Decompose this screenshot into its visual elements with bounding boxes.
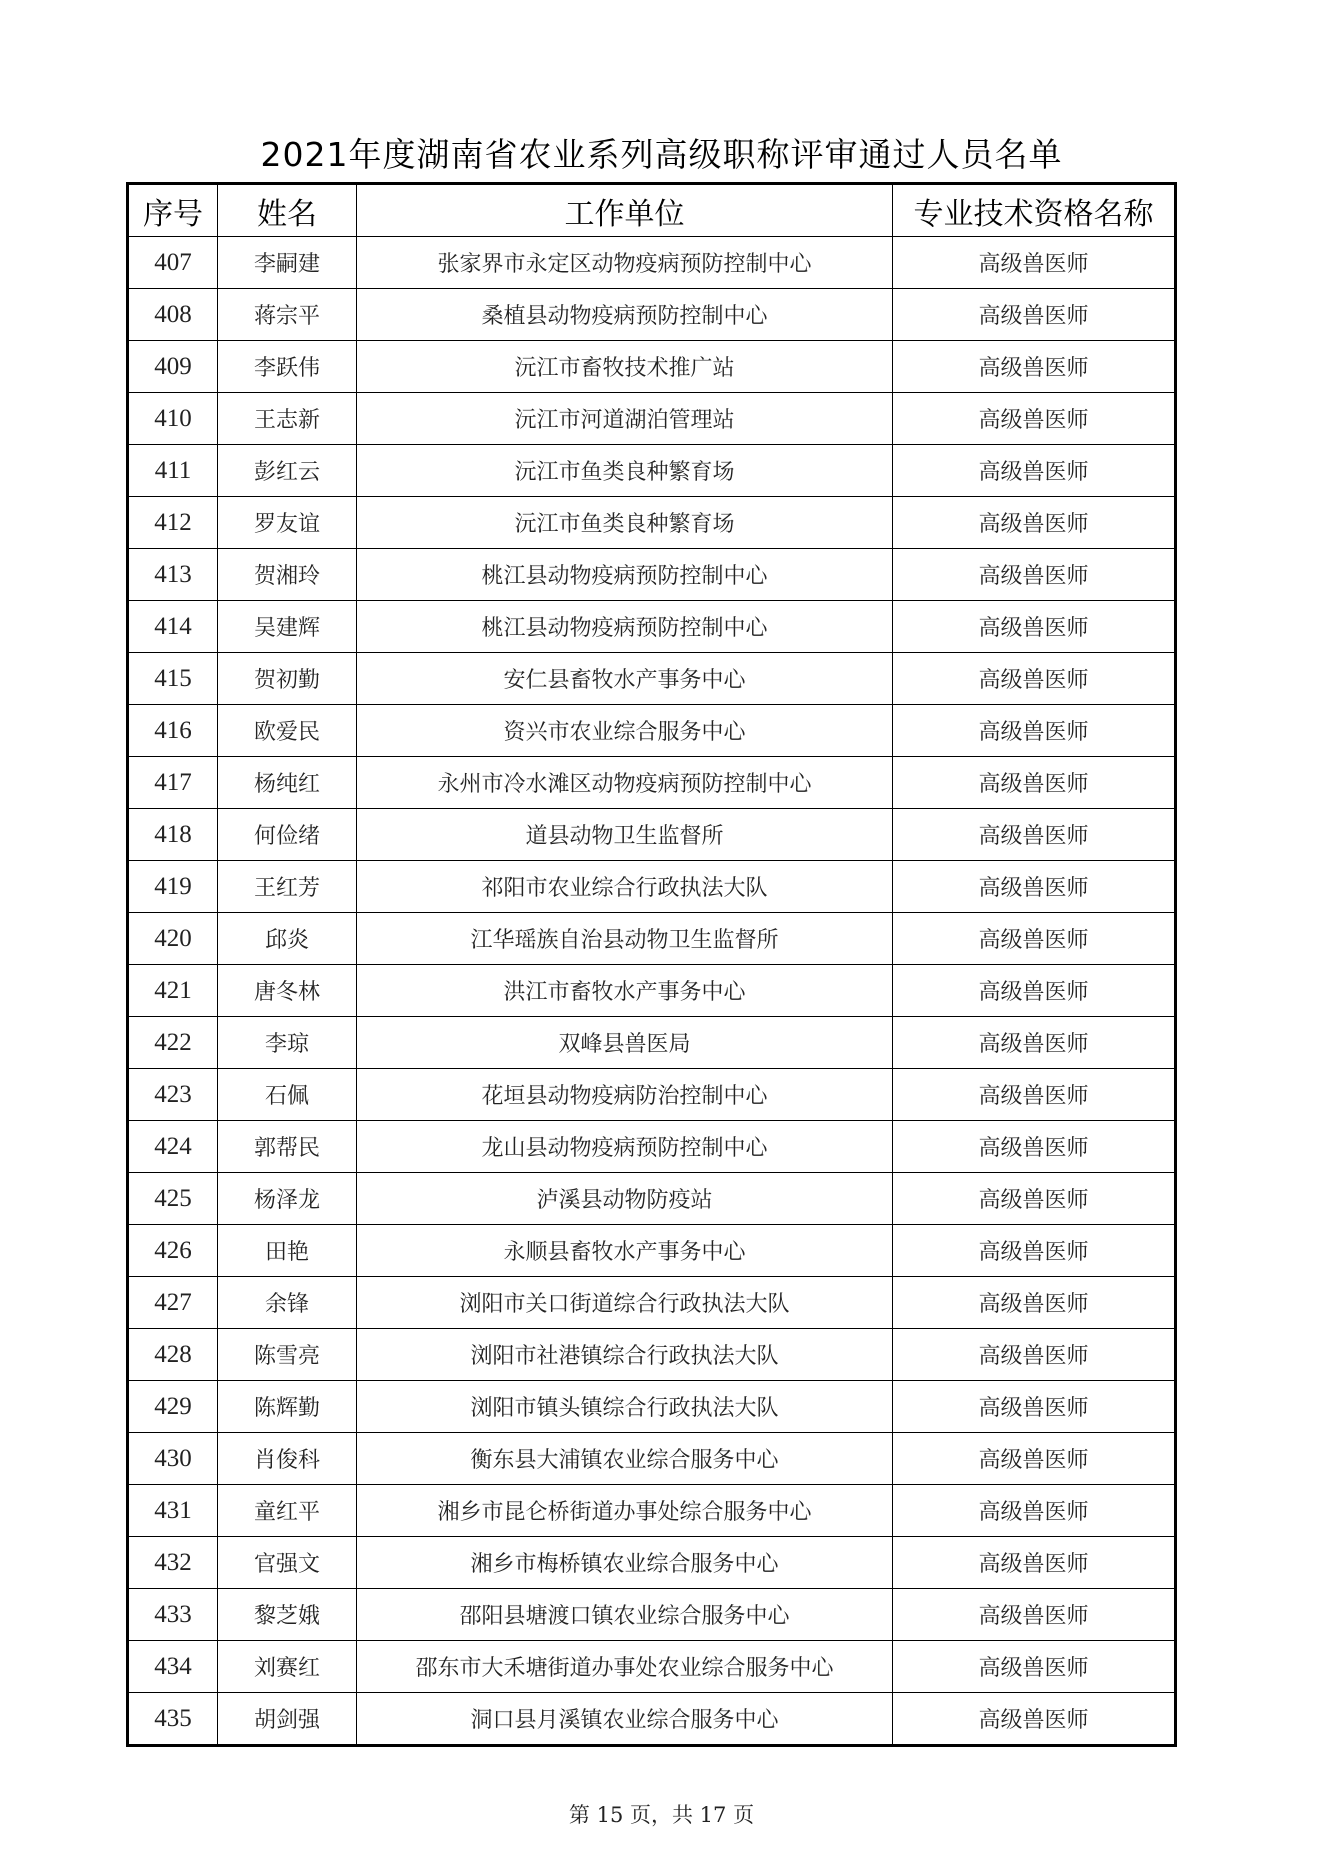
cell-name: 胡剑强 <box>218 1693 357 1746</box>
cell-name: 肖俊科 <box>218 1433 357 1485</box>
cell-qualification: 高级兽医师 <box>893 1121 1176 1173</box>
cell-workplace: 桑植县动物疫病预防控制中心 <box>357 289 893 341</box>
cell-workplace: 道县动物卫生监督所 <box>357 809 893 861</box>
cell-qualification: 高级兽医师 <box>893 809 1176 861</box>
cell-seq: 410 <box>128 393 218 445</box>
cell-seq: 413 <box>128 549 218 601</box>
cell-seq: 433 <box>128 1589 218 1641</box>
cell-workplace: 双峰县兽医局 <box>357 1017 893 1069</box>
cell-name: 欧爱民 <box>218 705 357 757</box>
cell-seq: 429 <box>128 1381 218 1433</box>
table-row <box>128 1121 1176 1173</box>
cell-qualification: 高级兽医师 <box>893 1173 1176 1225</box>
cell-seq: 414 <box>128 601 218 653</box>
cell-name: 唐冬林 <box>218 965 357 1017</box>
cell-name: 田艳 <box>218 1225 357 1277</box>
table-row <box>128 1589 1176 1641</box>
cell-workplace: 祁阳市农业综合行政执法大队 <box>357 861 893 913</box>
cell-name: 官强文 <box>218 1537 357 1589</box>
cell-qualification: 高级兽医师 <box>893 861 1176 913</box>
cell-seq: 420 <box>128 913 218 965</box>
cell-workplace: 邵东市大禾塘街道办事处农业综合服务中心 <box>357 1641 893 1693</box>
table-row <box>128 1277 1176 1329</box>
cell-seq: 407 <box>128 237 218 289</box>
cell-qualification: 高级兽医师 <box>893 1485 1176 1537</box>
table-row <box>128 497 1176 549</box>
cell-seq: 419 <box>128 861 218 913</box>
cell-qualification: 高级兽医师 <box>893 1017 1176 1069</box>
table-row <box>128 861 1176 913</box>
cell-seq: 421 <box>128 965 218 1017</box>
cell-seq: 412 <box>128 497 218 549</box>
cell-qualification: 高级兽医师 <box>893 653 1176 705</box>
table-row <box>128 1069 1176 1121</box>
cell-seq: 435 <box>128 1693 218 1746</box>
table-row <box>128 1381 1176 1433</box>
cell-workplace: 永顺县畜牧水产事务中心 <box>357 1225 893 1277</box>
cell-qualification: 高级兽医师 <box>893 1641 1176 1693</box>
header-workplace: 工作单位 <box>357 184 893 237</box>
cell-workplace: 安仁县畜牧水产事务中心 <box>357 653 893 705</box>
cell-name: 黎芝娥 <box>218 1589 357 1641</box>
cell-workplace: 洞口县月溪镇农业综合服务中心 <box>357 1693 893 1746</box>
cell-workplace: 泸溪县动物防疫站 <box>357 1173 893 1225</box>
cell-qualification: 高级兽医师 <box>893 549 1176 601</box>
cell-workplace: 沅江市河道湖泊管理站 <box>357 393 893 445</box>
cell-qualification: 高级兽医师 <box>893 757 1176 809</box>
cell-name: 吴建辉 <box>218 601 357 653</box>
cell-workplace: 龙山县动物疫病预防控制中心 <box>357 1121 893 1173</box>
cell-name: 余锋 <box>218 1277 357 1329</box>
cell-qualification: 高级兽医师 <box>893 445 1176 497</box>
cell-qualification: 高级兽医师 <box>893 965 1176 1017</box>
cell-qualification: 高级兽医师 <box>893 1381 1176 1433</box>
cell-name: 邱炎 <box>218 913 357 965</box>
cell-name: 陈雪亮 <box>218 1329 357 1381</box>
cell-seq: 432 <box>128 1537 218 1589</box>
cell-workplace: 永州市冷水滩区动物疫病预防控制中心 <box>357 757 893 809</box>
cell-seq: 411 <box>128 445 218 497</box>
cell-seq: 417 <box>128 757 218 809</box>
cell-seq: 430 <box>128 1433 218 1485</box>
table-row <box>128 549 1176 601</box>
cell-name: 王红芳 <box>218 861 357 913</box>
cell-name: 彭红云 <box>218 445 357 497</box>
cell-workplace: 沅江市鱼类良种繁育场 <box>357 445 893 497</box>
cell-name: 陈辉勤 <box>218 1381 357 1433</box>
cell-workplace: 湘乡市梅桥镇农业综合服务中心 <box>357 1537 893 1589</box>
cell-qualification: 高级兽医师 <box>893 289 1176 341</box>
cell-name: 贺初勤 <box>218 653 357 705</box>
cell-workplace: 沅江市鱼类良种繁育场 <box>357 497 893 549</box>
cell-name: 王志新 <box>218 393 357 445</box>
table-body <box>128 237 1176 1746</box>
cell-workplace: 浏阳市社港镇综合行政执法大队 <box>357 1329 893 1381</box>
table-row <box>128 601 1176 653</box>
table-header-row <box>128 184 1176 237</box>
cell-name: 杨泽龙 <box>218 1173 357 1225</box>
cell-name: 郭帮民 <box>218 1121 357 1173</box>
cell-qualification: 高级兽医师 <box>893 497 1176 549</box>
table-row <box>128 913 1176 965</box>
header-seq: 序号 <box>128 184 218 237</box>
cell-name: 蒋宗平 <box>218 289 357 341</box>
cell-qualification: 高级兽医师 <box>893 1537 1176 1589</box>
cell-workplace: 桃江县动物疫病预防控制中心 <box>357 601 893 653</box>
table-row <box>128 1225 1176 1277</box>
cell-name: 李嗣建 <box>218 237 357 289</box>
cell-workplace: 花垣县动物疫病防治控制中心 <box>357 1069 893 1121</box>
cell-workplace: 浏阳市镇头镇综合行政执法大队 <box>357 1381 893 1433</box>
cell-qualification: 高级兽医师 <box>893 705 1176 757</box>
table-row <box>128 1485 1176 1537</box>
cell-workplace: 衡东县大浦镇农业综合服务中心 <box>357 1433 893 1485</box>
cell-name: 李琼 <box>218 1017 357 1069</box>
cell-name: 刘赛红 <box>218 1641 357 1693</box>
header-name: 姓名 <box>218 184 357 237</box>
cell-workplace: 湘乡市昆仑桥街道办事处综合服务中心 <box>357 1485 893 1537</box>
page-footer: 第 15 页，共 17 页 <box>568 1803 755 1827</box>
table-row <box>128 1173 1176 1225</box>
cell-seq: 427 <box>128 1277 218 1329</box>
cell-seq: 425 <box>128 1173 218 1225</box>
cell-workplace: 张家界市永定区动物疫病预防控制中心 <box>357 237 893 289</box>
cell-qualification: 高级兽医师 <box>893 237 1176 289</box>
table-row <box>128 1641 1176 1693</box>
table-row <box>128 965 1176 1017</box>
cell-name: 石佩 <box>218 1069 357 1121</box>
cell-name: 贺湘玲 <box>218 549 357 601</box>
table-row <box>128 237 1176 289</box>
cell-seq: 426 <box>128 1225 218 1277</box>
cell-workplace: 邵阳县塘渡口镇农业综合服务中心 <box>357 1589 893 1641</box>
page-title: 2021年度湖南省农业系列高级职称评审通过人员名单 <box>260 135 1063 174</box>
cell-seq: 422 <box>128 1017 218 1069</box>
table-row <box>128 1329 1176 1381</box>
cell-qualification: 高级兽医师 <box>893 1329 1176 1381</box>
cell-name: 何俭绪 <box>218 809 357 861</box>
cell-seq: 408 <box>128 289 218 341</box>
cell-qualification: 高级兽医师 <box>893 393 1176 445</box>
cell-workplace: 资兴市农业综合服务中心 <box>357 705 893 757</box>
table-row <box>128 341 1176 393</box>
table-row <box>128 1693 1176 1746</box>
cell-name: 李跃伟 <box>218 341 357 393</box>
table-row <box>128 705 1176 757</box>
cell-seq: 415 <box>128 653 218 705</box>
cell-seq: 416 <box>128 705 218 757</box>
cell-qualification: 高级兽医师 <box>893 1589 1176 1641</box>
cell-name: 童红平 <box>218 1485 357 1537</box>
cell-seq: 431 <box>128 1485 218 1537</box>
cell-qualification: 高级兽医师 <box>893 601 1176 653</box>
roster-table <box>126 182 1177 1747</box>
cell-name: 杨纯红 <box>218 757 357 809</box>
cell-seq: 409 <box>128 341 218 393</box>
table-row <box>128 445 1176 497</box>
table-row <box>128 1433 1176 1485</box>
cell-workplace: 江华瑶族自治县动物卫生监督所 <box>357 913 893 965</box>
cell-seq: 418 <box>128 809 218 861</box>
cell-qualification: 高级兽医师 <box>893 1225 1176 1277</box>
cell-qualification: 高级兽医师 <box>893 1433 1176 1485</box>
cell-workplace: 洪江市畜牧水产事务中心 <box>357 965 893 1017</box>
table-row <box>128 1537 1176 1589</box>
table-row <box>128 393 1176 445</box>
table-row <box>128 289 1176 341</box>
cell-workplace: 浏阳市关口街道综合行政执法大队 <box>357 1277 893 1329</box>
header-qualification: 专业技术资格名称 <box>893 184 1176 237</box>
cell-name: 罗友谊 <box>218 497 357 549</box>
table-row <box>128 757 1176 809</box>
table-row <box>128 1017 1176 1069</box>
cell-seq: 428 <box>128 1329 218 1381</box>
cell-seq: 423 <box>128 1069 218 1121</box>
table-row <box>128 653 1176 705</box>
cell-seq: 424 <box>128 1121 218 1173</box>
cell-workplace: 桃江县动物疫病预防控制中心 <box>357 549 893 601</box>
cell-qualification: 高级兽医师 <box>893 341 1176 393</box>
table-row <box>128 809 1176 861</box>
cell-qualification: 高级兽医师 <box>893 1277 1176 1329</box>
cell-qualification: 高级兽医师 <box>893 1693 1176 1746</box>
cell-qualification: 高级兽医师 <box>893 1069 1176 1121</box>
cell-workplace: 沅江市畜牧技术推广站 <box>357 341 893 393</box>
cell-qualification: 高级兽医师 <box>893 913 1176 965</box>
cell-seq: 434 <box>128 1641 218 1693</box>
